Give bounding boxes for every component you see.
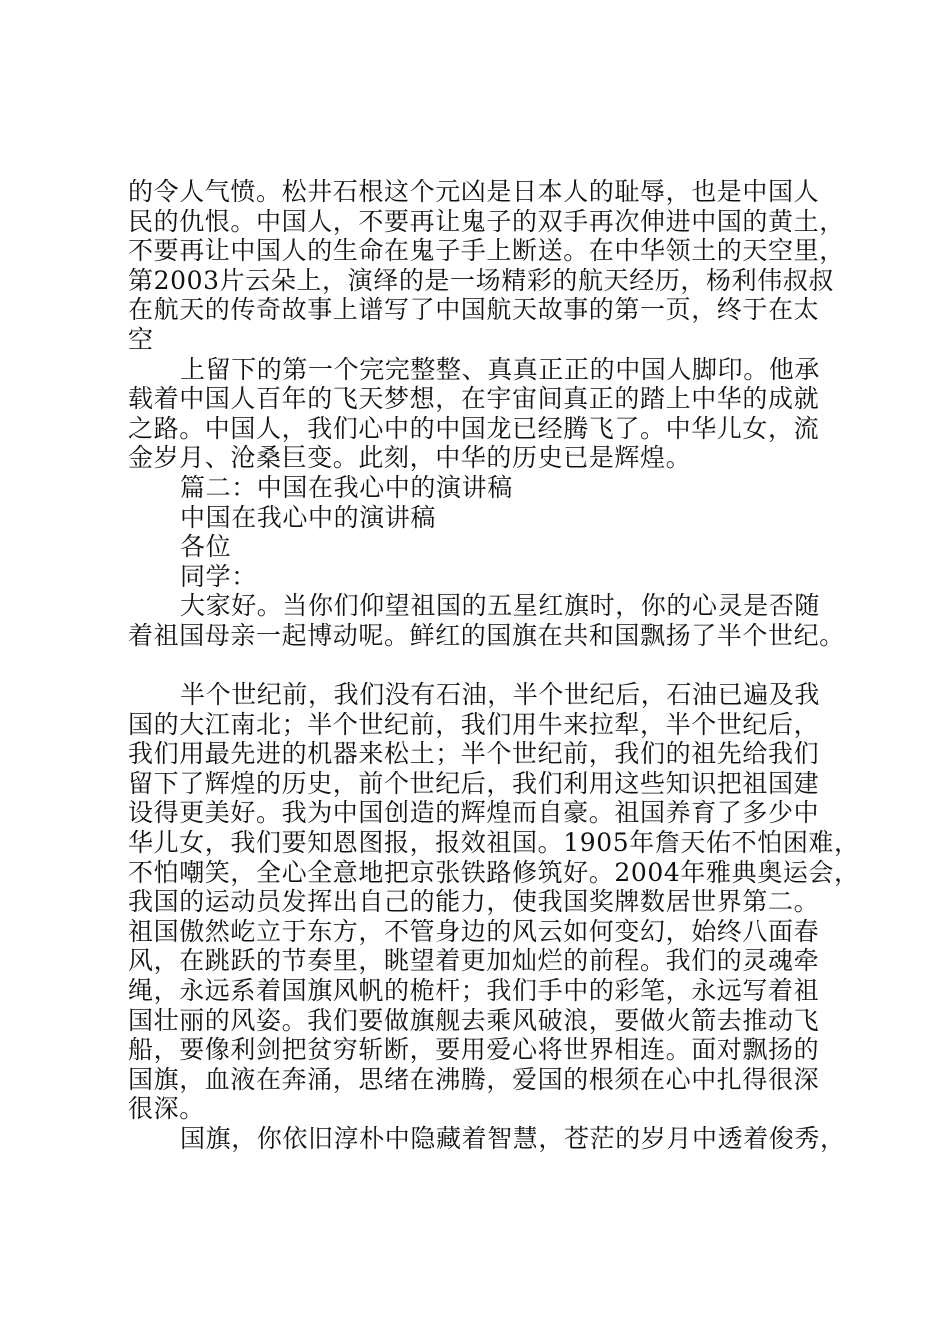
text-line: 不怕嘲笑，全心全意地把京张铁路修筑好。2004年雅典奥运会， [128,857,860,887]
text-line: 我国的运动员发挥出自己的能力，使我国奖牌数居世界第二。 [128,887,820,917]
paragraph-start: 大家好。当你们仰望祖国的五星红旗时，你的心灵是否随 [180,591,821,621]
text-line: 国旗，血液在奔涌，思绪在沸腾，爱国的根须在心中扎得很深 [128,1064,820,1094]
paragraph-start: 上留下的第一个完完整整、真真正正的中国人脚印。他承 [180,354,821,384]
text-line: 绳，永远系着国旗风帆的桅杆；我们手中的彩笔，永远写着祖 [128,976,820,1006]
text-line: 在航天的传奇故事上谱写了中国航天故事的第一页，终于在太 [128,295,820,325]
text-line: 我们用最先进的机器来松土；半个世纪前，我们的祖先给我们 [128,739,820,769]
paragraph-start: 国旗，你依旧淳朴中隐藏着智慧，苍茫的岁月中透着俊秀， [180,1124,846,1153]
text-line: 之路。中国人，我们心中的中国龙已经腾飞了。中华儿女，流 [128,413,820,443]
text-line: 民的仇恨。中国人，不要再让鬼子的双手再次伸进中国的黄土， [128,206,845,236]
text-line: 着祖国母亲一起博动呢。鲜红的国旗在共和国飘扬了半个世纪。 [128,620,845,650]
text-line: 很深。 [128,1094,205,1124]
text-line: 国的大江南北；半个世纪前，我们用牛来拉犁，半个世纪后， [128,709,820,739]
body-text [128,177,860,1154]
text-line: 风，在跳跃的节奏里，眺望着更加灿烂的前程。我们的灵魂牵 [128,946,820,976]
text-line: 华儿女，我们要知恩图报，报效祖国。1905年詹天佑不怕困难， [128,828,860,858]
document-title: 中国在我心中的演讲稿 [180,502,437,532]
paragraph-start: 半个世纪前，我们没有石油，半个世纪后，石油已遍及我 [180,680,821,710]
salutation-line: 同学： [180,561,257,591]
text-line: 不要再让中国人的生命在鬼子手上断送。在中华领土的天空里， [128,236,845,266]
text-line: 船，要像利剑把贫穷斩断，要用爱心将世界相连。面对飘扬的 [128,1035,820,1065]
section-heading: 篇二：中国在我心中的演讲稿 [180,472,513,502]
text-line: 祖国傲然屹立于东方，不管身边的风云如何变幻，始终八面春 [128,916,820,946]
text-line: 金岁月、沧桑巨变。此刻，中华的历史已是辉煌。 [128,443,692,473]
salutation-line: 各位 [180,532,232,562]
paragraph-gap [128,651,853,681]
text-line: 第2003片云朵上，演绎的是一场精彩的航天经历，杨利伟叔叔 [128,265,835,295]
text-line: 国壮丽的风姿。我们要做旗舰去乘风破浪，要做火箭去推动飞 [128,1005,820,1035]
text-line: 留下了辉煌的历史，前个世纪后，我们利用这些知识把祖国建 [128,768,820,798]
text-line: 空 [128,324,154,354]
text-line: 载着中国人百年的飞天梦想，在宇宙间真正的踏上中华的成就 [128,384,820,414]
text-line: 的令人气愤。松井石根这个元凶是日本人的耻辱，也是中国人 [128,177,820,206]
text-line: 设得更美好。我为中国创造的辉煌而自豪。祖国养育了多少中 [128,798,820,828]
